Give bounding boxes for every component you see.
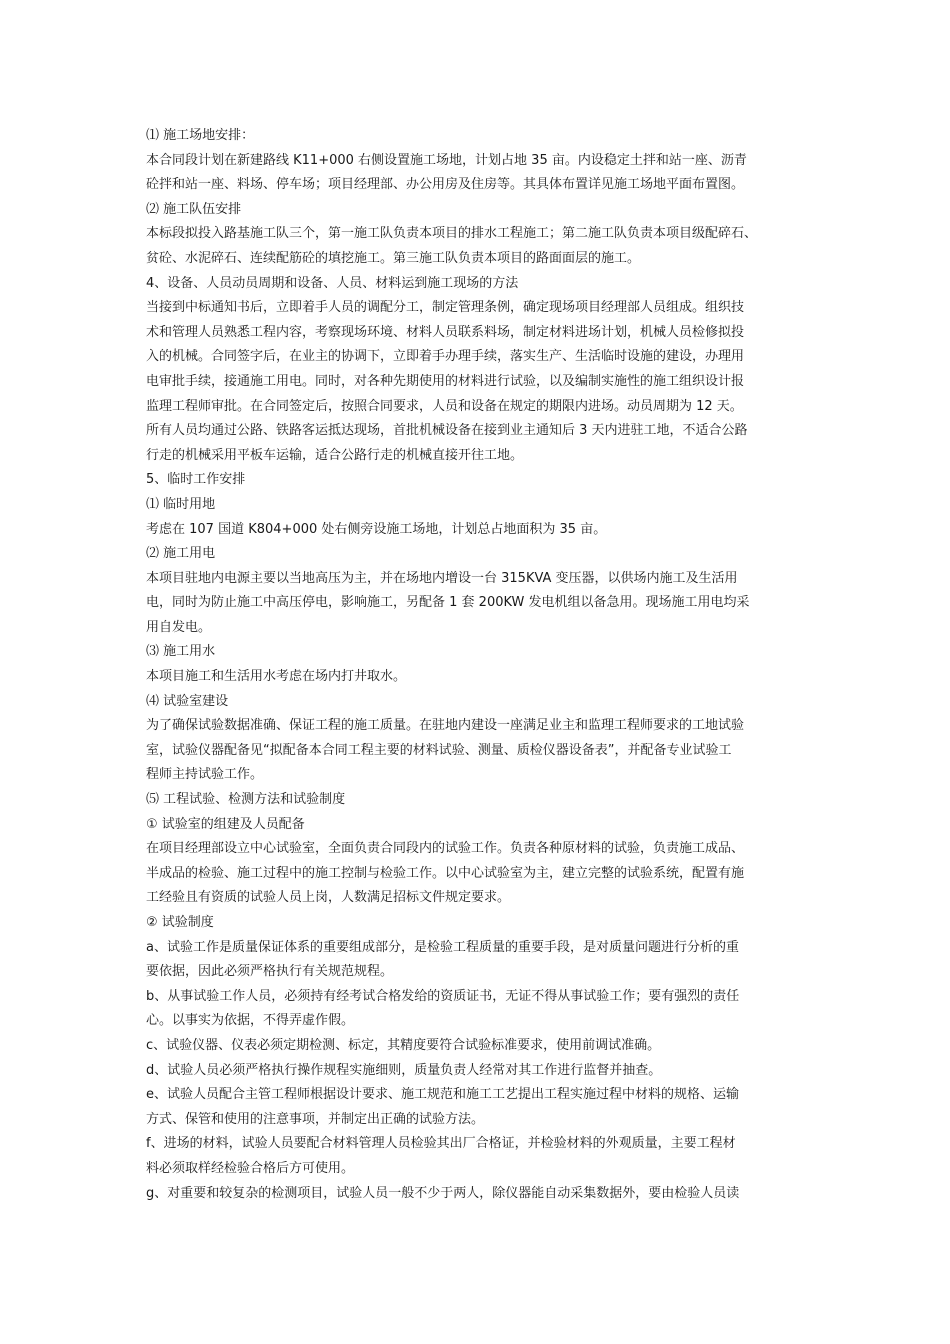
list-item-f: f、进场的材料，试验人员要配合材料管理人员检验其出厂合格证，并检验材料的外观质量，主要工程材 xyxy=(146,1136,736,1152)
paragraph-line: 本项目施工和生活用水考虑在场内打井取水。 xyxy=(146,669,407,685)
section-heading-4: 4、设备、人员动员周期和设备、人员、材料运到施工现场的方法 xyxy=(146,275,519,291)
list-item-d: d、试验人员必须严格执行操作规程实施细则，质量负责人经常对其工作进行监督并抽查。 xyxy=(146,1062,662,1078)
subheading-testing-system: ② 试验制度 xyxy=(146,915,214,930)
heading-construction-power: ⑵ 施工用电 xyxy=(146,546,216,562)
list-item-b-cont: 心。以事实为依据，不得弄虚作假。 xyxy=(146,1013,355,1029)
paragraph-line: 行走的机械采用平板车运输，适合公路行走的机械直接开往工地。 xyxy=(146,447,524,463)
heading-lab-construction: ⑷ 试验室建设 xyxy=(146,693,229,709)
paragraph-line: 所有人员均通过公路、铁路客运抵达现场，首批机械设备在接到业主通知后 3 天内进驻工地，不适合公路 xyxy=(146,423,748,439)
heading-construction-water: ⑶ 施工用水 xyxy=(146,644,216,660)
list-item-g: g、对重要和较复杂的检测项目，试验人员一般不少于两人，除仪器能自动采集数据外，要由检验人员读 xyxy=(146,1185,740,1201)
list-item-b: b、从事试验工作人员，必须持有经考试合格发给的资质证书，无证不得从事试验工作；要有强烈的责任 xyxy=(146,988,740,1004)
paragraph-line: 考虑在 107 国道 K804+000 处右侧旁设施工场地，计划总占地面积为 35 亩。 xyxy=(146,521,607,537)
paragraph-line: 本项目驻地内电源主要以当地高压为主，并在场地内增设一台 315KVA 变压器，以供场内施工及生活用 xyxy=(146,570,738,586)
paragraph-line: 本标段拟投入路基施工队三个，第一施工队负责本项目的排水工程施工；第二施工队负责本项目级配碎石、 xyxy=(146,226,758,242)
section-heading-5: 5、临时工作安排 xyxy=(146,472,246,488)
list-item-e: e、试验人员配合主管工程师根据设计要求、施工规范和施工工艺提出工程实施过程中材料的规格、运输 xyxy=(146,1087,739,1103)
list-item-c: c、试验仪器、仪表必须定期检测、标定，其精度要符合试验标准要求，使用前调试准确。 xyxy=(146,1037,661,1053)
paragraph-line: 当接到中标通知书后，立即着手人员的调配分工，制定管理条例，确定现场项目经理部人员组成。组织技 xyxy=(146,300,745,316)
paragraph-line: 半成品的检验、施工过程中的施工控制与检验工作。以中心试验室为主，建立完整的试验系统，配置有施 xyxy=(146,865,745,881)
list-item-f-cont: 料必须取样经检验合格后方可使用。 xyxy=(146,1160,355,1176)
list-item-a-cont: 要依据，因此必须严格执行有关规范规程。 xyxy=(146,964,394,980)
heading-testing-methods: ⑸ 工程试验、检测方法和试验制度 xyxy=(146,792,346,808)
paragraph-line: 工经验且有资质的试验人员上岗，人数满足招标文件规定要求。 xyxy=(146,890,511,906)
paragraph-line: 为了确保试验数据准确、保证工程的施工质量。在驻地内建设一座满足业主和监理工程师要求的工地试验 xyxy=(146,718,745,734)
subheading-lab-staffing: ① 试验室的组建及人员配备 xyxy=(146,816,305,832)
heading-team-arrangement: ⑵ 施工队伍安排 xyxy=(146,201,242,217)
paragraph-line: 室，试验仪器配备见“拟配备本合同工程主要的材料试验、测量、质检仪器设备表”，并配备专业试验工 xyxy=(146,742,732,758)
paragraph-line: 入的机械。合同签字后，在业主的协调下，立即着手办理手续，落实生产、生活临时设施的建设，办理用 xyxy=(146,349,745,365)
paragraph-line: 用自发电。 xyxy=(146,619,212,635)
paragraph-line: 电，同时为防止施工中高压停电，影响施工，另配备 1 套 200KW 发电机组以备急用。现场施工用电均采 xyxy=(146,595,750,611)
paragraph-line: 砼拌和站一座、料场、停车场；项目经理部、办公用房及住房等。其具体布置详见施工场地平面布置图。 xyxy=(146,177,745,193)
paragraph-line: 电审批手续，接通施工用电。同时，对各种先期使用的材料进行试验，以及编制实施性的施工组织设计报 xyxy=(146,373,745,389)
paragraph-line: 本合同段计划在新建路线 K11+000 右侧设置施工场地，计划占地 35 亩。内设稳定土拌和站一座、沥青 xyxy=(146,152,747,168)
list-item-a: a、试验工作是质量保证体系的重要组成部分，是检验工程质量的重要手段，是对质量问题进行分析的重 xyxy=(146,939,739,955)
heading-temporary-land: ⑴ 临时用地 xyxy=(146,496,216,512)
paragraph-line: 贫砼、水泥碎石、连续配筋砼的填挖施工。第三施工队负责本项目的路面面层的施工。 xyxy=(146,250,641,266)
heading-site-arrangement: ⑴ 施工场地安排： xyxy=(146,128,255,143)
paragraph-line: 在项目经理部设立中心试验室，全面负责合同段内的试验工作。负责各种原材料的试验，负责施工成品、 xyxy=(146,841,745,857)
list-item-e-cont: 方式、保管和使用的注意事项，并制定出正确的试验方法。 xyxy=(146,1111,485,1127)
paragraph-line: 术和管理人员熟悉工程内容，考察现场环境、材料人员联系料场，制定材料进场计划，机械人员检修拟投 xyxy=(146,324,745,340)
paragraph-line: 监理工程师审批。在合同签定后，按照合同要求，人员和设备在规定的期限内进场。动员周期为 12 天。 xyxy=(146,398,743,414)
document-page xyxy=(146,124,814,1206)
paragraph-line: 程师主持试验工作。 xyxy=(146,767,264,783)
